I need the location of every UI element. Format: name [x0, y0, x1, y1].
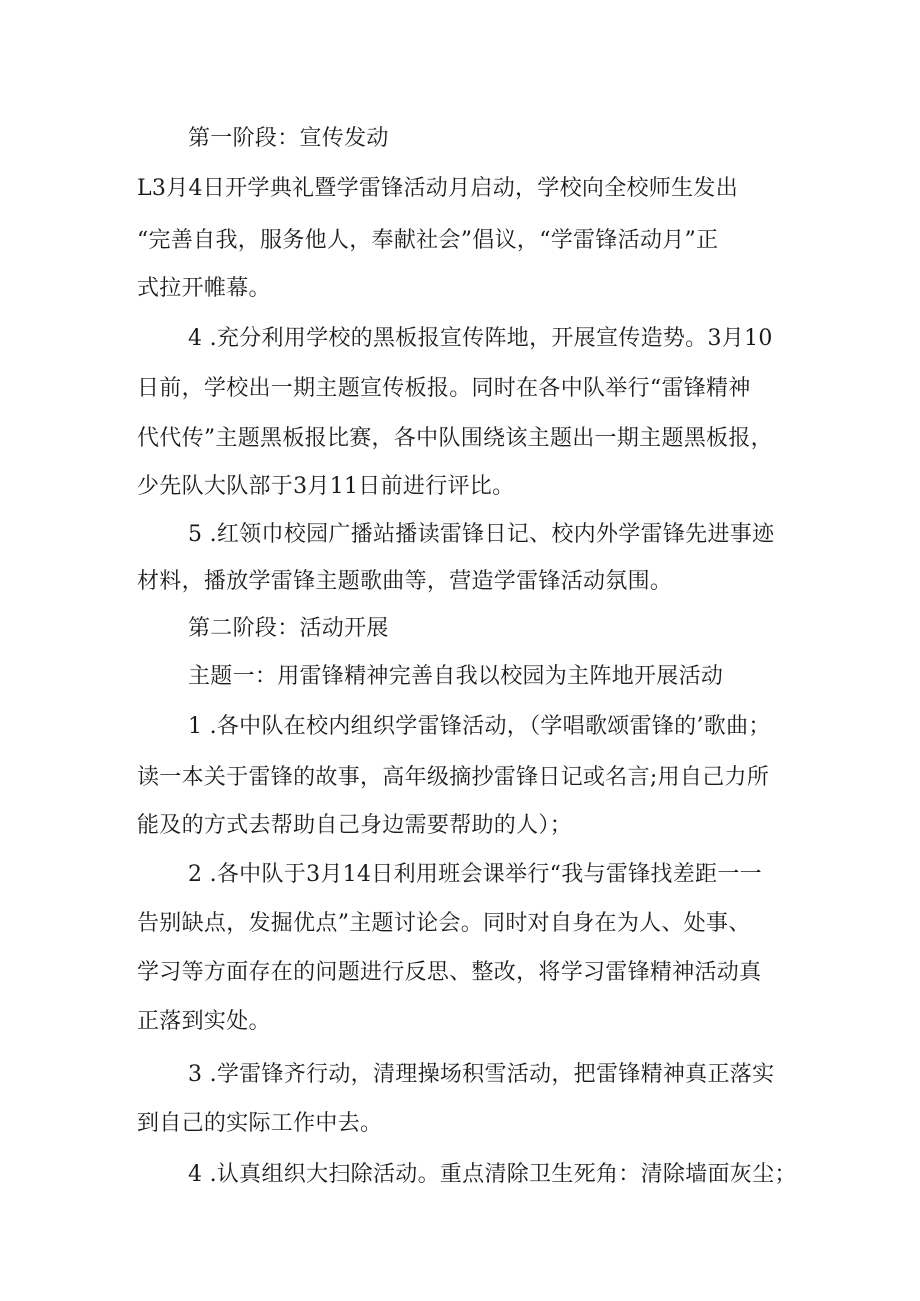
theme-heading: 主题一：用雷锋精神完善自我以校园为主阵地开展活动 [188, 664, 724, 689]
paragraph-line: 正落到实处。 [137, 1009, 271, 1034]
paragraph-line: 能及的方式去帮助自己身边需要帮助的人）； [137, 813, 573, 838]
section-heading-stage-two: 第二阶段：活动开展 [188, 616, 389, 641]
paragraph-line: 代代传”主题黑板报比赛，各中队围绕该主题出一期主题黑板报， [137, 426, 773, 451]
paragraph-line: 4 .认真组织大扫除活动。重点清除卫生死角：清除墙面灰尘； [188, 1162, 797, 1187]
paragraph-line: 读一本关于雷锋的故事，高年级摘抄雷锋日记或名言;用自己力所 [137, 765, 770, 790]
paragraph-line: 日前，学校出一期主题宣传板报。同时在各中队举行“雷锋精神 [137, 376, 751, 401]
paragraph-line: 2 .各中队于3月14日利用班会课举行“我与雷锋找差距一一 [188, 862, 762, 887]
paragraph-line: 到自己的实际工作中去。 [137, 1111, 383, 1136]
paragraph-line: L3月4日开学典礼暨学雷锋活动月启动，学校向全校师生发出 [137, 176, 739, 201]
paragraph-line: 4 .充分利用学校的黑板报宣传阵地，开展宣传造势。3月10 [188, 326, 773, 351]
paragraph-line: 告别缺点，发掘优点”主题讨论会。同时对自身在为人、处事、 [137, 911, 751, 936]
paragraph-line: 3 .学雷锋齐行动，清理操场积雪活动，把雷锋精神真正落实 [188, 1062, 775, 1087]
paragraph-line: 少先队大队部于3月11日前进行评比。 [137, 474, 515, 499]
paragraph-line: 学习等方面存在的问题进行反思、整改，将学习雷锋精神活动真 [137, 960, 762, 985]
paragraph-line: “完善自我，服务他人，奉献社会”倡议，“学雷锋活动月”正 [137, 228, 719, 253]
section-heading-stage-one: 第一阶段：宣传发动 [188, 126, 389, 151]
paragraph-line: 5 .红领巾校园广播站播读雷锋日记、校内外学雷锋先进事迹 [188, 522, 775, 547]
paragraph-line: 式拉开帷幕。 [137, 276, 271, 301]
paragraph-line: 材料，播放学雷锋主题歌曲等，营造学雷锋活动氛围。 [137, 569, 673, 594]
paragraph-line: 1 .各中队在校内组织学雷锋活动，（学唱歌颂雷锋的’歌曲； [188, 714, 771, 739]
